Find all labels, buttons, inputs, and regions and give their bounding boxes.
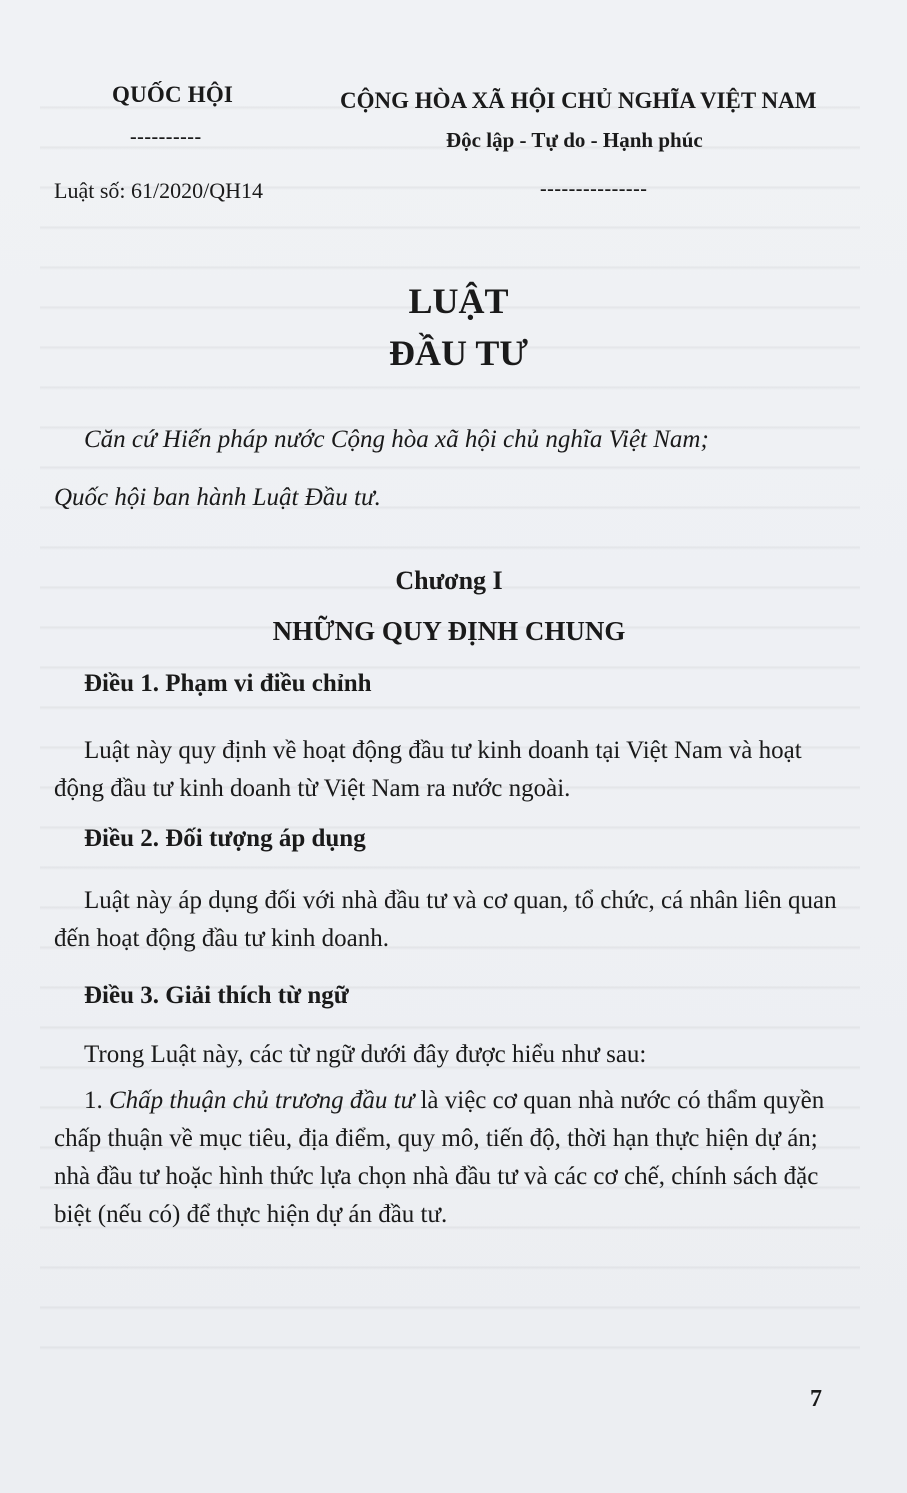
- definition-1-term: Chấp thuận chủ trương đầu tư: [109, 1087, 415, 1114]
- preamble-enactment: Quốc hội ban hành Luật Đầu tư.: [54, 484, 381, 511]
- definition-1: [54, 1082, 844, 1234]
- article-1-text: Luật này quy định về hoạt động đầu tư kinh doanh tại Việt Nam và hoạt động đầu tư kinh doanh từ Việt Nam ra nước ngoài.: [54, 737, 802, 802]
- issuing-organization: QUỐC HỘI: [112, 82, 234, 107]
- article-1-heading: Điều 1. Phạm vi điều chỉnh: [84, 670, 372, 697]
- page-number: 7: [810, 1386, 822, 1412]
- definition-1-text: là việc cơ quan nhà nước có thẩm quyền chấp thuận về mục tiêu, địa điểm, quy mô, tiến độ, thời hạn thực hiện dự án; nhà đầu tư hoặc hình thức lựa chọn nhà đầu tư và các cơ chế, chính sách đặc biệt (nếu có) để thực hiện dự án đầu tư.: [54, 1087, 825, 1228]
- article-2-text: Luật này áp dụng đối với nhà đầu tư và cơ quan, tổ chức, cá nhân liên quan đến hoạt động đầu tư kinh doanh.: [54, 887, 837, 952]
- chapter-title: NHỮNG QUY ĐỊNH CHUNG: [272, 616, 626, 646]
- definition-1-number: 1.: [84, 1087, 103, 1114]
- article-3-intro: Trong Luật này, các từ ngữ dưới đây được hiểu như sau:: [84, 1041, 647, 1068]
- motto-divider: ---------------: [540, 178, 648, 200]
- article-2-heading: Điều 2. Đối tượng áp dụng: [84, 825, 366, 852]
- chapter-label: Chương I: [395, 566, 503, 595]
- law-number: Luật số: 61/2020/QH14: [54, 178, 263, 203]
- national-title: CỘNG HÒA XÃ HỘI CHỦ NGHĨA VIỆT NAM: [340, 88, 817, 113]
- preamble-basis: Căn cứ Hiến pháp nước Cộng hòa xã hội chủ nghĩa Việt Nam;: [84, 426, 709, 453]
- national-motto: Độc lập - Tự do - Hạnh phúc: [446, 128, 703, 152]
- organization-divider: ----------: [130, 126, 202, 148]
- document-title-line2: ĐẦU TƯ: [388, 333, 528, 373]
- article-3-heading: Điều 3. Giải thích từ ngữ: [84, 982, 349, 1009]
- document-title-line1: LUẬT: [408, 281, 509, 321]
